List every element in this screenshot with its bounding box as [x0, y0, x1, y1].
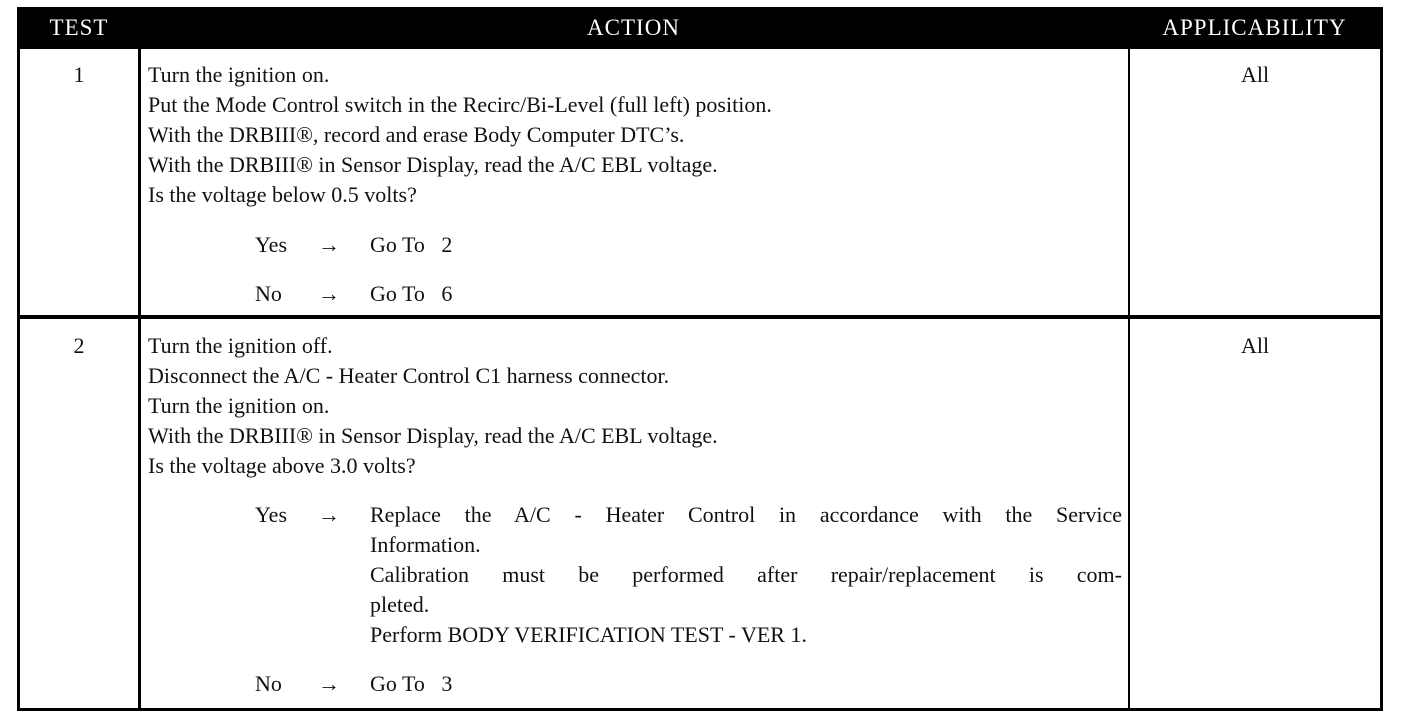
response-action: pleted.: [370, 592, 430, 617]
diagnostic-test-table: [17, 7, 1383, 711]
action-step: With the DRBIII®, record and erase Body Computer DTC’s.: [148, 122, 685, 147]
response-action: Calibration must be performed after repair/replacement is com-: [370, 562, 1122, 587]
action-question: Is the voltage below 0.5 volts?: [148, 182, 417, 207]
right-arrow-icon: →: [318, 671, 340, 696]
header-test: TEST: [49, 15, 109, 40]
response-action: Perform BODY VERIFICATION TEST - VER 1.: [370, 622, 807, 647]
action-step: Turn the ignition on.: [148, 62, 330, 87]
right-arrow-icon: →: [318, 281, 340, 306]
response-action: Replace the A/C - Heater Control in accordance with the Service: [370, 502, 1122, 527]
header-applicability: APPLICABILITY: [1162, 15, 1347, 40]
response-action: Go To 2: [370, 232, 453, 257]
action-step: Disconnect the A/C - Heater Control C1 harness connector.: [148, 363, 670, 388]
row-divider: [20, 315, 1380, 319]
action-question: Is the voltage above 3.0 volts?: [148, 453, 416, 478]
action-step: With the DRBIII® in Sensor Display, read the A/C EBL voltage.: [148, 152, 718, 177]
response-label-no: No: [255, 281, 282, 306]
applicability-value: All: [1240, 333, 1270, 358]
response-action: Go To 6: [370, 281, 453, 306]
action-step: Put the Mode Control switch in the Recirc/Bi-Level (full left) position.: [148, 92, 772, 117]
test-number: 2: [73, 333, 85, 358]
action-step: Turn the ignition on.: [148, 393, 330, 418]
applicability-value: All: [1240, 62, 1270, 87]
action-step: Turn the ignition off.: [148, 333, 333, 358]
header-action: ACTION: [587, 15, 680, 40]
response-label-yes: Yes: [255, 502, 288, 527]
response-action: Go To 3: [370, 671, 453, 696]
response-action: Information.: [370, 532, 481, 557]
right-arrow-icon: →: [318, 502, 340, 527]
response-label-yes: Yes: [255, 232, 288, 257]
test-number: 1: [73, 62, 85, 87]
response-label-no: No: [255, 671, 282, 696]
table-header: [20, 10, 1380, 49]
right-arrow-icon: →: [318, 232, 340, 257]
column-divider: [1128, 49, 1130, 708]
action-step: With the DRBIII® in Sensor Display, read the A/C EBL voltage.: [148, 423, 718, 448]
column-divider: [138, 49, 141, 708]
